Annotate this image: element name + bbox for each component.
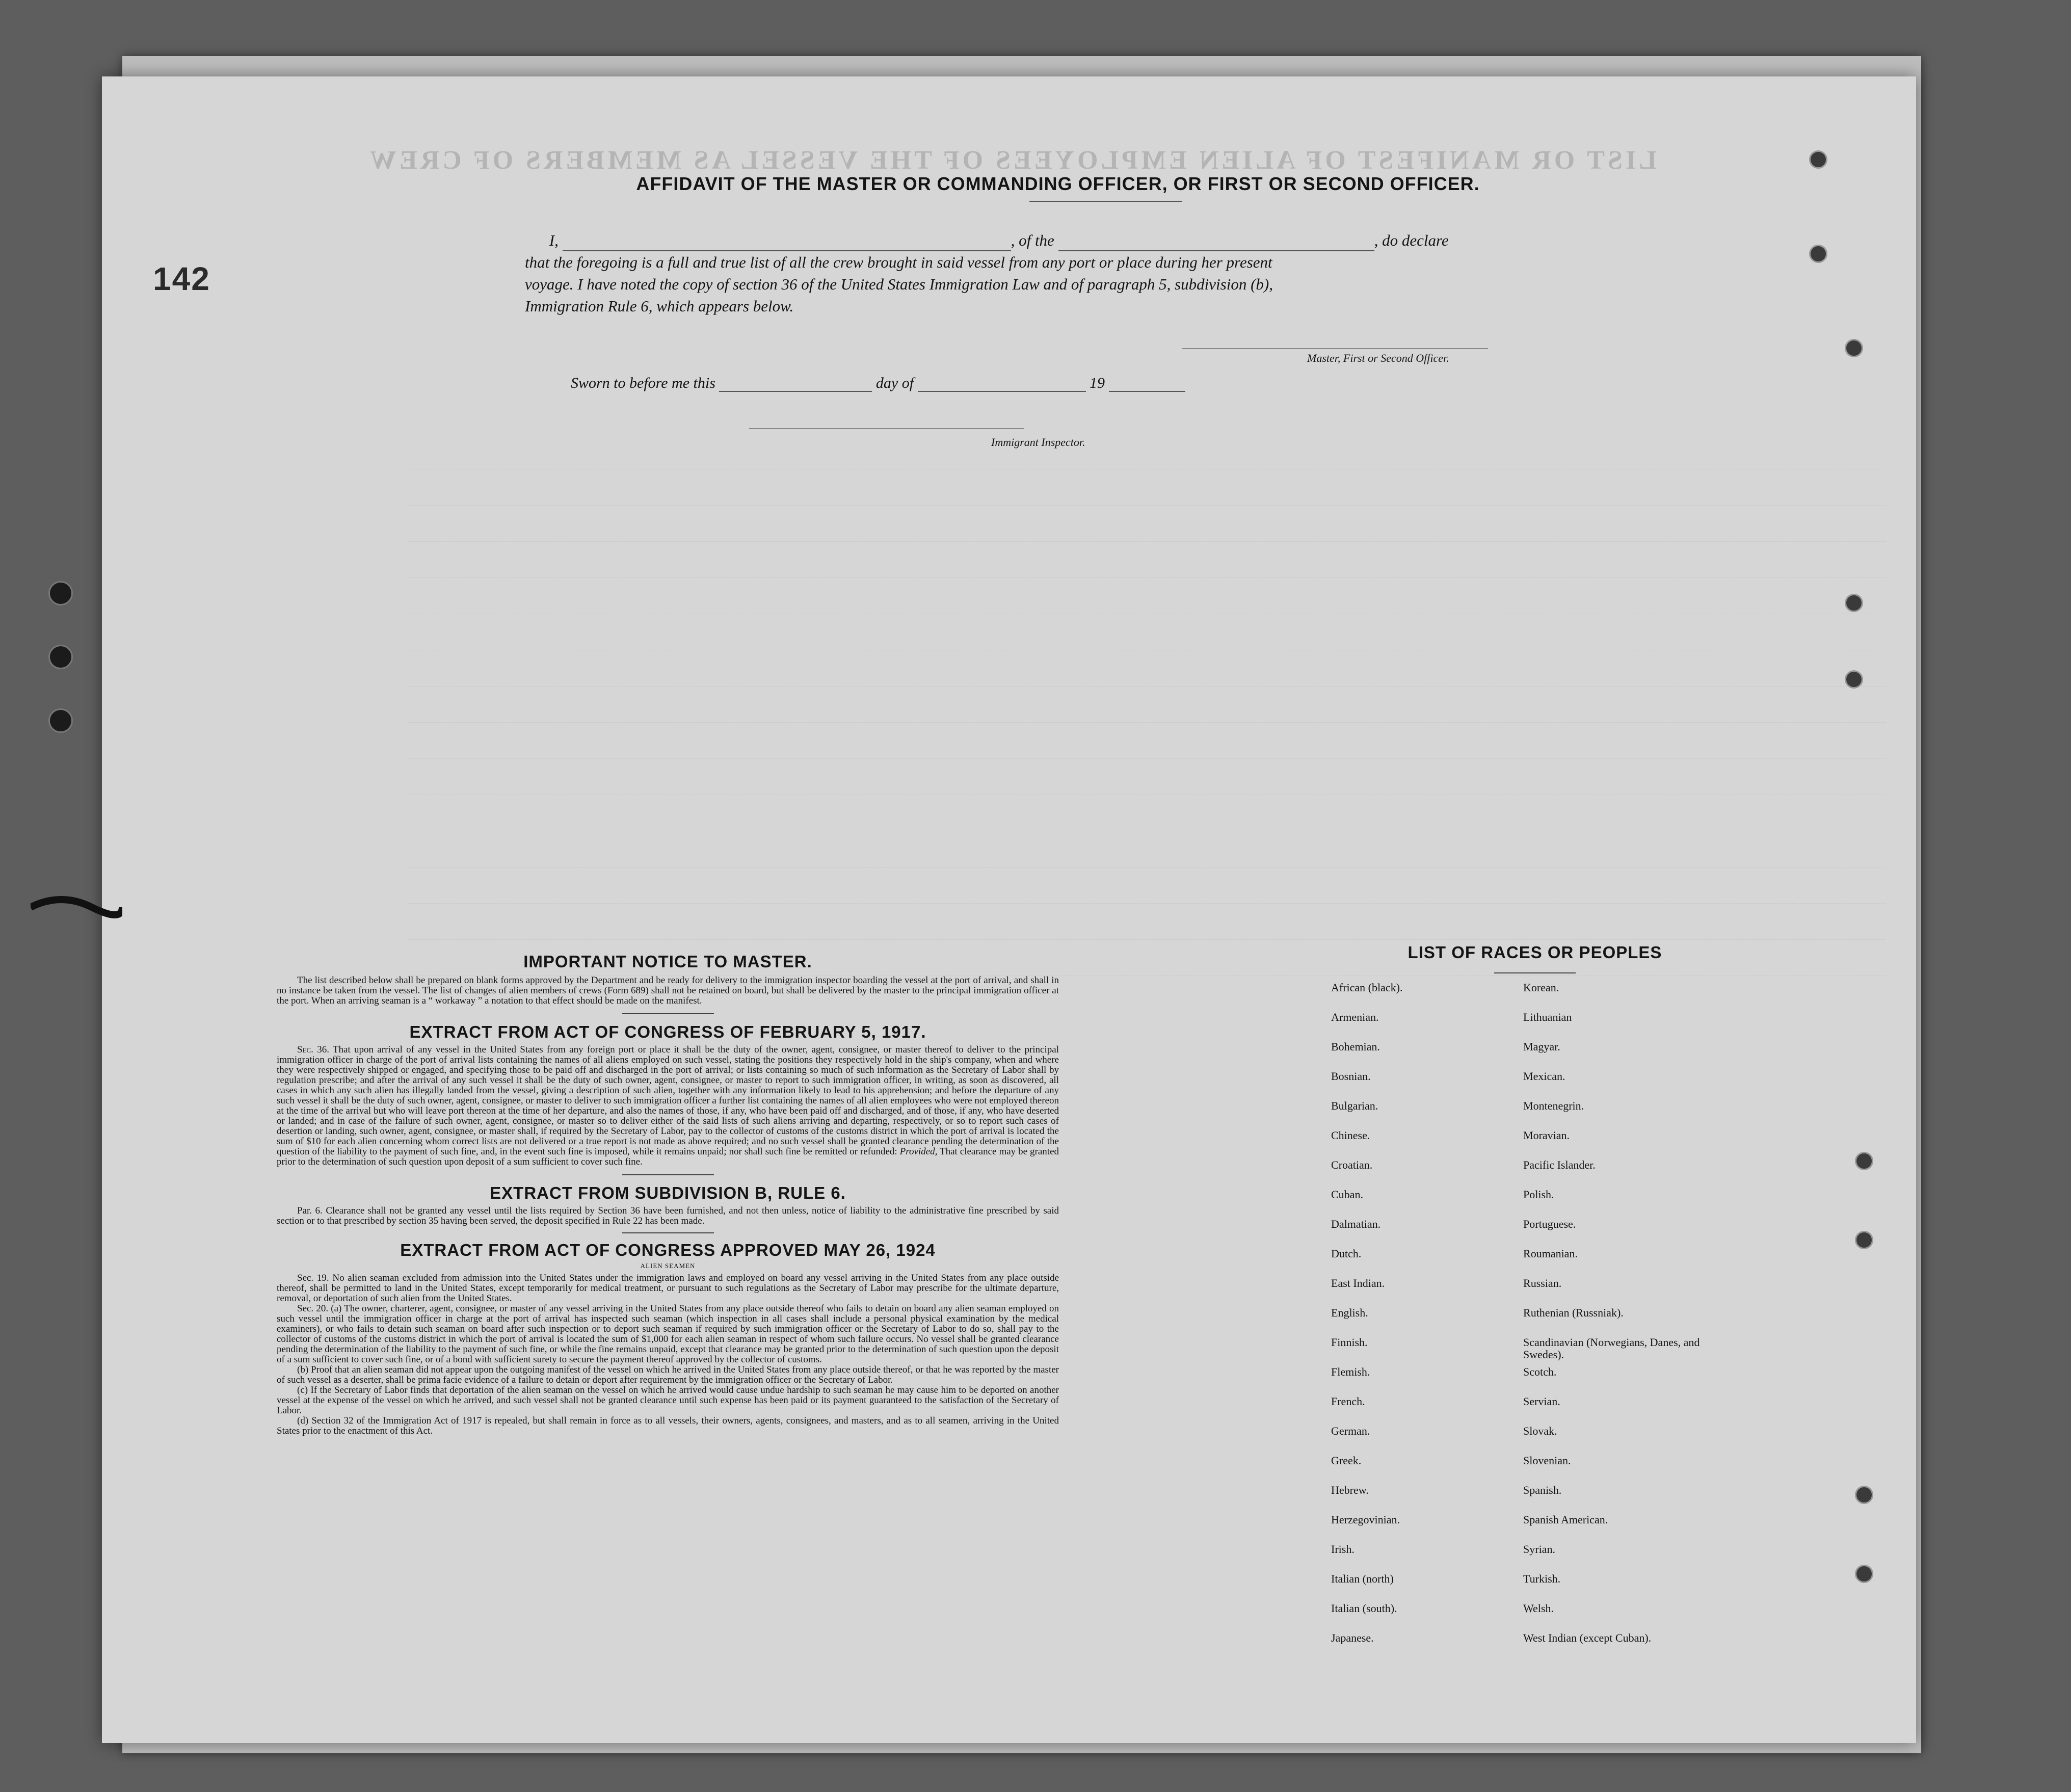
act-1924-title: EXTRACT FROM ACT OF CONGRESS APPROVED MAY 26, 1924	[400, 1241, 936, 1259]
name-blank[interactable]	[563, 235, 1011, 251]
punch-hole	[1855, 1231, 1873, 1249]
race-item: Cuban.	[1331, 1188, 1363, 1201]
races-title: LIST OF RACES OR PEOPLES	[1408, 943, 1662, 962]
affidavit-title: AFFIDAVIT OF THE MASTER OR COMMANDING OFFICER, OR FIRST OR SECOND OFFICER.	[636, 173, 1480, 194]
notice-title: IMPORTANT NOTICE TO MASTER.	[523, 952, 812, 971]
race-item: Slovenian.	[1523, 1454, 1571, 1467]
section-19-text: Sec. 19. No alien seaman excluded from admission into the United States under the immigration laws and employed on board any vessel arriving in the United States from any place outside thereof, shall be permitted to land in the United States, except temporarily for medical treatment, or pursuant to such regulations as the Secretary of Labor may prescribe for the ultimate departure, removal, or deportation of such alien from the United States.	[277, 1273, 1059, 1304]
race-item: Bosnian.	[1331, 1070, 1371, 1083]
race-item: English.	[1331, 1306, 1368, 1319]
affidavit-i-label: I,	[549, 231, 559, 249]
race-item: Italian (north)	[1331, 1572, 1394, 1585]
binding-cord	[31, 892, 122, 923]
sworn-line	[571, 375, 1185, 392]
act-1917-text	[277, 1045, 1059, 1167]
race-item: Irish.	[1331, 1543, 1355, 1556]
sworn-prefix: Sworn to before me this	[571, 375, 715, 391]
race-item: Portuguese.	[1523, 1218, 1576, 1230]
month-blank[interactable]	[918, 378, 1086, 392]
act-1924-subtitle: ALIEN SEAMEN	[640, 1262, 696, 1270]
divider	[622, 1232, 714, 1233]
act-1917-proviso: Provided,	[899, 1146, 938, 1157]
binder-hole	[48, 708, 73, 733]
race-item: Russian.	[1523, 1277, 1562, 1289]
race-item: Ruthenian (Russniak).	[1523, 1306, 1624, 1319]
inspector-signature-label: Immigrant Inspector.	[991, 436, 1085, 449]
race-item: Pacific Islander.	[1523, 1158, 1596, 1171]
notice-text: The list described below shall be prepared on blank forms approved by the Department and be ready for delivery to the immigration inspector boarding the vessel at the port of arrival, and shall in no instance be taken from the vessel. The list of changes of alien members of crews (Form 689) shall not be retained on board, but shall be delivered by the master to the principal immigration officer at the port. When an arriving seaman is a “ workaway ” a notation to that effect should be made on the manifest.	[277, 975, 1059, 1006]
act-1917-body: That upon arrival of any vessel in the United States from any foreign port or place it shall be the duty of the owner, agent, consignee, or master thereof to deliver to the principal immigration officer in charge of the port of arrival lists containing the names of all aliens employed on such vessel, stating the positions they respectively hold in the ship's company, when and where they were respectively shipped or engaged, and specifying those to be paid off and discharged in the port of arrival; or lists containing so much of such information as the Secretary of Labor shall by regulation prescribe; and after the arrival of any such vessel it shall be the duty of such owner, agent, consignee, or master to report to such immigration officer, in writing, as soon as discovered, all cases in which any such alien has illegally landed from the vessel, giving a description of such alien, together with any information likely to lead to his apprehension; and before the departure of any such vessel it shall be the duty of such owner, agent, consignee, or master to deliver to such immigration officer a further list containing the names of all alien employees who were not employed thereon at the time of the arrival but who will leave port thereon at the time of her departure, and also the names of those, if any, who have been paid off and discharged, and of those, if any, who have deserted or landed; and in case of the failure of such owner, agent, consignee, or master so to deliver either of the said lists of such aliens arriving and departing, respectively, or so to report such cases of desertion or landing, such owner, agent, consignee, or master shall, if required by the Secretary of Labor, pay to the collector of customs of the customs district in which the port of arrival is located the sum of $10 for each alien concerning whom correct lists are not delivered or a true report is not made as above required; and no such vessel shall be granted clearance pending the determination of the question of the liability to the payment of such fine, and, in the event such fine is imposed, while it remains unpaid; nor shall such fine be remitted or refunded:	[277, 1044, 1059, 1157]
master-signature-label: Master, First or Second Officer.	[1307, 352, 1449, 364]
race-item: Finnish.	[1331, 1336, 1368, 1349]
affidavit-line-4: Immigration Rule 6, which appears below.	[525, 297, 794, 315]
race-item: West Indian (except Cuban).	[1523, 1631, 1652, 1644]
race-item: Welsh.	[1523, 1602, 1554, 1615]
binder-hole	[48, 645, 73, 669]
race-item: Herzegovinian.	[1331, 1513, 1400, 1526]
act-1917-title: EXTRACT FROM ACT OF CONGRESS OF FEBRUARY 5, 1917.	[409, 1022, 926, 1041]
race-item: Hebrew.	[1331, 1484, 1369, 1496]
race-item: Flemish.	[1331, 1365, 1370, 1378]
race-item: Japanese.	[1331, 1631, 1374, 1644]
punch-hole	[1809, 150, 1827, 169]
divider	[622, 1174, 714, 1175]
notice-section	[277, 952, 1059, 1436]
punch-hole	[1845, 594, 1863, 612]
bleed-through-text: LIST OR MANIFEST OF ALIEN EMPLOYEES OF THE VESSEL AS MEMBERS OF CREW	[367, 146, 1657, 175]
section-20a-text: Sec. 20. (a) The owner, charterer, agent, consignee, or master of any vessel arriving in the United States from any place outside thereof who fails to detain on board any alien seaman employed on such vessel until the immigration officer in charge at the port of arrival has inspected such seaman (which inspection in all cases shall include a personal physical examination by the medical examiners), or who fails to detain such seaman on board after such inspection or to deport such seaman if required by such immigration officer or the Secretary of Labor to do so, shall pay to the collector of customs of the customs district in which the port of arrival is located the sum of $1,000 for each alien seaman in respect of whom such failure occurs. No vessel shall be granted clearance pending the determination of the liability to the payment of such fine, or while the fine remains unpaid, except that clearance may be granted prior to the determination of such question upon the deposit of a sum sufficient to cover such fine, or of a bond with sufficient surety to secure the payment thereof approved by the collector of customs.	[277, 1303, 1059, 1365]
affidavit-do-declare: , do declare	[1374, 231, 1449, 249]
rule-6-title: EXTRACT FROM SUBDIVISION B, RULE 6.	[490, 1183, 846, 1202]
races-column-2	[1523, 982, 1739, 1662]
act-1917-tail: That clearance may be granted prior to the determination of such question upon deposit of a sum sufficient to cover such fine.	[277, 1146, 1059, 1167]
sworn-year: 19	[1090, 375, 1105, 391]
punch-hole	[1855, 1565, 1873, 1583]
inspector-signature-line[interactable]	[749, 428, 1024, 429]
race-item: Armenian.	[1331, 1011, 1379, 1023]
document-page	[102, 76, 1916, 1743]
race-item: Bohemian.	[1331, 1040, 1380, 1053]
affidavit-line-3: voyage. I have noted the copy of section 36 of the United States Immigration Law and of paragraph 5, subdivision (b),	[525, 275, 1273, 293]
punch-hole	[1845, 670, 1863, 689]
races-column-1	[1331, 982, 1523, 1662]
race-item: Polish.	[1523, 1188, 1554, 1201]
race-item: Dalmatian.	[1331, 1218, 1381, 1230]
sworn-day-of: day of	[875, 375, 914, 391]
race-item: Bulgarian.	[1331, 1099, 1378, 1112]
races-columns	[1331, 982, 1739, 1662]
race-item: Roumanian.	[1523, 1247, 1578, 1260]
section-20d-text: (d) Section 32 of the Immigration Act of 1917 is repealed, but shall remain in force as to all vessels, their owners, agents, consignees, and masters, and as to all seamen, arriving in the United States prior to the enactment of this Act.	[277, 1415, 1059, 1436]
affidavit-of-the: , of the	[1011, 231, 1054, 249]
race-item: Moravian.	[1523, 1129, 1570, 1142]
race-item: Greek.	[1331, 1454, 1362, 1467]
race-item: Scotch.	[1523, 1365, 1557, 1378]
race-item: Spanish.	[1523, 1484, 1562, 1496]
divider	[622, 1013, 714, 1014]
race-item: Servian.	[1523, 1395, 1560, 1408]
affidavit-line-2: that the foregoing is a full and true list of all the crew brought in said vessel from any port or place during her present	[525, 253, 1272, 271]
punch-hole	[1845, 339, 1863, 357]
binder-hole	[48, 581, 73, 605]
race-item: Montenegrin.	[1523, 1099, 1584, 1112]
race-item: Italian (south).	[1331, 1602, 1397, 1615]
race-item: Turkish.	[1523, 1572, 1561, 1585]
divider	[1029, 201, 1182, 202]
race-item: German.	[1331, 1425, 1370, 1437]
punch-hole	[1855, 1486, 1873, 1504]
punch-hole	[1809, 245, 1827, 263]
race-item: Syrian.	[1523, 1543, 1555, 1556]
race-item: Scandinavian (Norwegians, Danes, and Swedes).	[1523, 1336, 1700, 1361]
race-item: Korean.	[1523, 981, 1559, 994]
race-item: Magyar.	[1523, 1040, 1560, 1053]
race-item: Croatian.	[1331, 1158, 1373, 1171]
page-number: 142	[153, 260, 210, 297]
act-1917-section: Sec. 36.	[297, 1044, 329, 1055]
race-item: Lithuanian	[1523, 1011, 1572, 1023]
year-blank[interactable]	[1109, 378, 1185, 392]
divider	[1494, 972, 1576, 973]
rule-6-text: Par. 6. Clearance shall not be granted any vessel until the lists required by Section 36 have been furnished, and not then unless, notice of liability to the administrative fine prescribed by said section or to that prescribed by section 35 having been served, the deposit specified in Rule 22 has been made.	[277, 1205, 1059, 1226]
day-blank[interactable]	[719, 378, 872, 392]
race-item: East Indian.	[1331, 1277, 1385, 1289]
section-20c-text: (c) If the Secretary of Labor finds that deportation of the alien seaman on the vessel on which he arrived would cause undue hardship to such seaman he may cause him to be deported on another vessel at the expense of the vessel on which he arrived, and such vessel shall not be granted clearance until such expense has been paid or its payment guaranteed to the satisfaction of the Secretary of Labor.	[277, 1385, 1059, 1416]
affidavit-body	[525, 229, 1646, 317]
vessel-blank[interactable]	[1058, 235, 1374, 251]
bleed-through-rows	[408, 433, 1886, 976]
race-item: Mexican.	[1523, 1070, 1565, 1083]
races-section	[1331, 943, 1739, 1662]
section-20b-text: (b) Proof that an alien seaman did not appear upon the outgoing manifest of the vessel on which he arrived in the United States from any place outside thereof, or that he was reported by the master of such vessel as a deserter, shall be prima facie evidence of a failure to detain or deport after requirement by the immigration officer or the Secretary of Labor.	[277, 1364, 1059, 1385]
race-item: Spanish American.	[1523, 1513, 1608, 1526]
race-item: Slovak.	[1523, 1425, 1557, 1437]
race-item: French.	[1331, 1395, 1365, 1408]
race-item: African (black).	[1331, 981, 1403, 994]
race-item: Dutch.	[1331, 1247, 1362, 1260]
punch-hole	[1855, 1152, 1873, 1170]
race-item: Chinese.	[1331, 1129, 1370, 1142]
master-signature-line[interactable]	[1182, 348, 1488, 349]
